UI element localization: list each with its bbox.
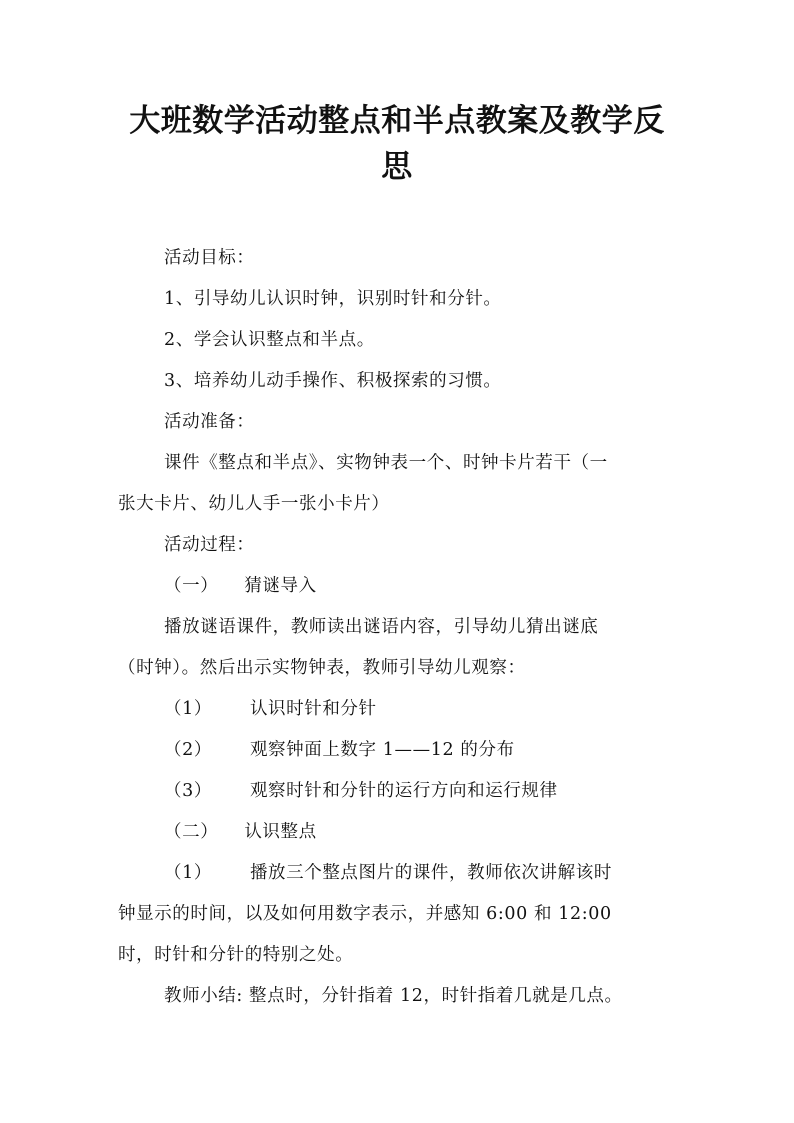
observe-item-1-text: 认识时针和分针: [249, 699, 377, 719]
observe-item-1: [164, 689, 724, 730]
prep-line-1: 课件《整点和半点》、实物钟表一个、时钟卡片若干（一: [164, 453, 608, 473]
section-2-heading: [164, 812, 724, 853]
section-2-number: （二）: [164, 822, 219, 842]
section-2-item-number: （1）: [164, 863, 212, 883]
observe-item-3-number: （3）: [164, 781, 212, 801]
section-1-title: 猜谜导入: [244, 576, 317, 596]
section-2-item-line-3: 时，时针和分针的特别之处。: [118, 945, 354, 965]
observe-item-2-number: （2）: [164, 740, 212, 760]
section-2-item-line-2: 钟显示的时间，以及如何用数字表示，并感知 6:00 和 12:00: [118, 904, 612, 924]
document-title: [100, 98, 694, 190]
goal-item-3: 3、培养幼儿动手操作、积极探索的习惯。: [164, 371, 502, 391]
observe-item-2-text: 观察钟面上数字 1——12 的分布: [249, 740, 515, 760]
section-1-para-line-1: 播放谜语课件，教师读出谜语内容，引导幼儿猜出谜底: [164, 617, 599, 637]
process-heading: 活动过程：: [164, 535, 255, 555]
observe-item-3: [164, 771, 724, 812]
title-line-1: 大班数学活动整点和半点教案及教学反: [129, 103, 665, 139]
goals-heading: 活动目标：: [164, 248, 255, 268]
observe-item-1-number: （1）: [164, 699, 212, 719]
goal-item-2: 2、学会认识整点和半点。: [164, 330, 375, 350]
section-2-item-line-1: [164, 853, 724, 894]
prep-line-2: 张大卡片、幼儿人手一张小卡片）: [118, 494, 390, 514]
observe-item-3-text: 观察时针和分针的运行方向和运行规律: [249, 781, 558, 801]
section-2-item-text: 播放三个整点图片的课件，教师依次讲解该时: [249, 863, 612, 883]
teacher-summary: 教师小结: 整点时，分针指着 12，时针指着几就是几点。: [164, 986, 623, 1006]
title-line-2: 思: [381, 149, 413, 185]
section-1-heading: [164, 566, 724, 607]
section-1-number: （一）: [164, 576, 219, 596]
section-2-title: 认识整点: [244, 822, 317, 842]
observe-item-2: [164, 730, 724, 771]
prep-heading: 活动准备：: [164, 412, 255, 432]
goal-item-1: 1、引导幼儿认识时钟，识别时针和分针。: [164, 289, 502, 309]
section-1-para-line-2: （时钟）。然后出示实物钟表，教师引导幼儿观察：: [118, 658, 526, 678]
